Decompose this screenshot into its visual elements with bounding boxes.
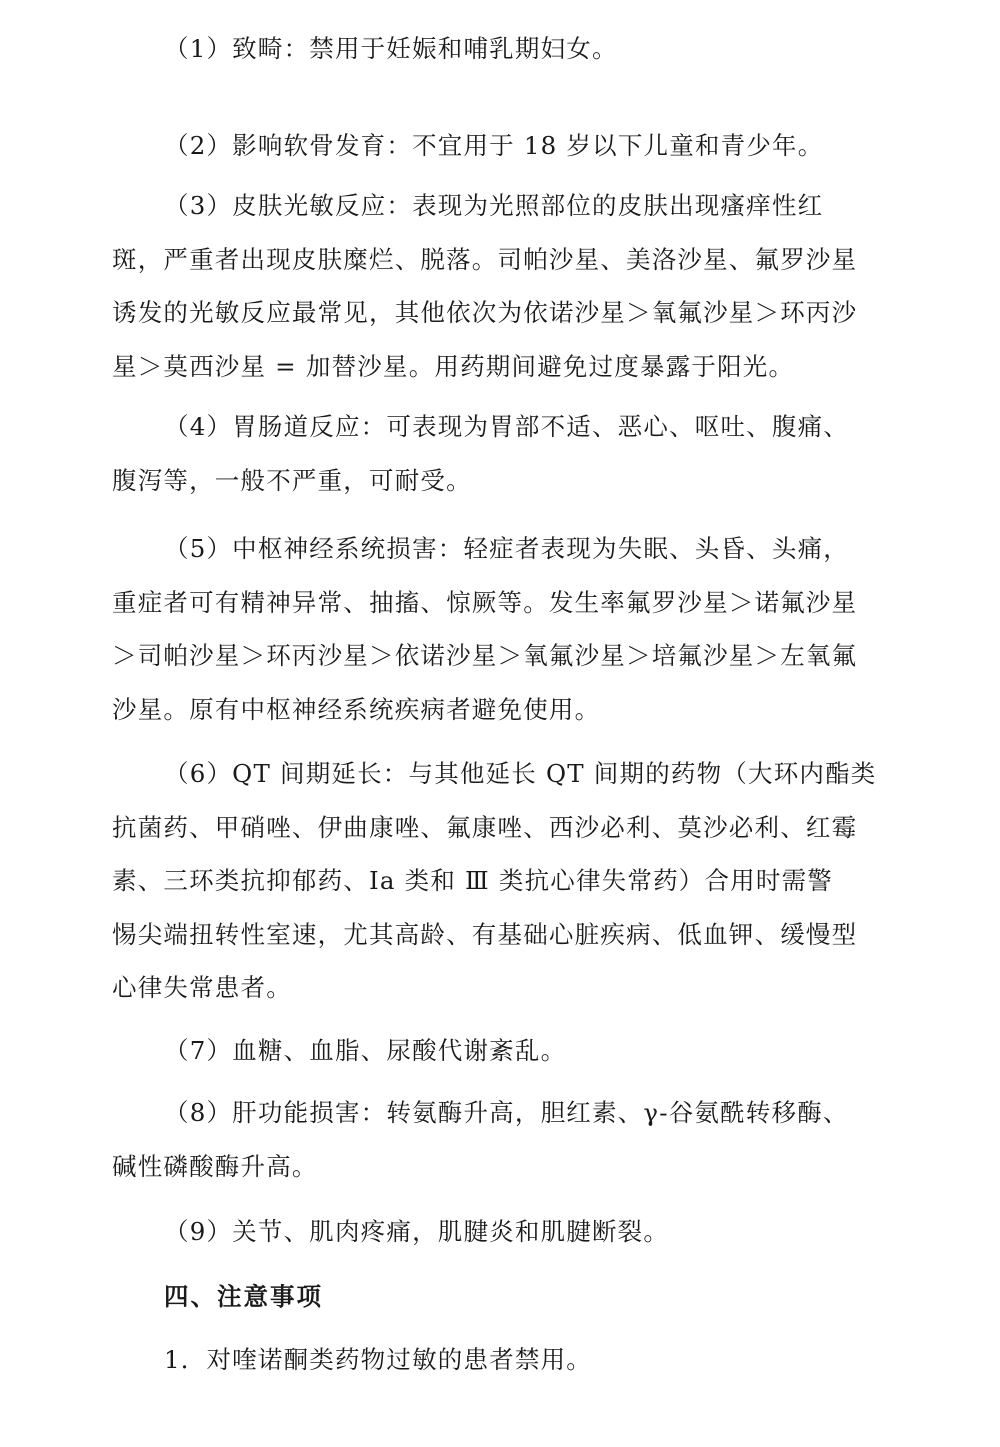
line: （6）QT 间期延长：与其他延长 QT 间期的药物（大环内酯类 bbox=[164, 759, 877, 788]
line: 斑，严重者出现皮肤糜烂、脱落。司帕沙星、美洛沙星、氟罗沙星 bbox=[112, 244, 858, 274]
line: 诱发的光敏反应最常见，其他依次为依诺沙星＞氧氟沙星＞环丙沙 bbox=[112, 298, 858, 327]
line: （8）肝功能损害：转氨酶升高，胆红素、γ-谷氨酰转移酶、 bbox=[164, 1098, 849, 1127]
line: ＞司帕沙星＞环丙沙星＞依诺沙星＞氧氟沙星＞培氟沙星＞左氧氟 bbox=[112, 641, 858, 670]
section-heading: 四、注意事项 bbox=[164, 1282, 323, 1311]
line: 素、三环类抗抑郁药、Ⅰa 类和 Ⅲ 类抗心律失常药）合用时需警 bbox=[112, 866, 833, 895]
line: （3）皮肤光敏反应：表现为光照部位的皮肤出现瘙痒性红 bbox=[164, 191, 824, 220]
paragraph-item-6 bbox=[112, 747, 892, 1015]
paragraph-item-3 bbox=[112, 179, 892, 393]
paragraph-item-7 bbox=[112, 1024, 892, 1078]
line: 碱性磷酸酶升高。 bbox=[112, 1151, 318, 1181]
paragraph-item-5 bbox=[112, 522, 892, 736]
paragraph-item-8 bbox=[112, 1086, 892, 1193]
line: 沙星。原有中枢神经系统疾病者避免使用。 bbox=[112, 694, 601, 724]
line: 抗菌药、甲硝唑、伊曲康唑、氟康唑、西沙必利、莫沙必利、红霉 bbox=[112, 812, 858, 842]
line: （4）胃肠道反应：可表现为胃部不适、恶心、呕吐、腹痛、 bbox=[164, 412, 849, 441]
paragraph-item-2 bbox=[112, 119, 892, 173]
paragraph-item-9 bbox=[112, 1205, 892, 1259]
line: （9）关节、肌肉疼痛，肌腱炎和肌腱断裂。 bbox=[164, 1217, 670, 1246]
paragraph-item-1 bbox=[112, 22, 892, 76]
line: 心律失常患者。 bbox=[112, 973, 292, 1002]
line: （5）中枢神经系统损害：轻症者表现为失眠、头昏、头痛， bbox=[164, 534, 849, 563]
paragraph-item-4 bbox=[112, 400, 892, 507]
note-item-1 bbox=[112, 1333, 892, 1387]
line: （7）血糖、血脂、尿酸代谢紊乱。 bbox=[164, 1036, 567, 1065]
line: （1）致畸：禁用于妊娠和哺乳期妇女。 bbox=[164, 34, 618, 63]
line: 惕尖端扭转性室速，尤其高龄、有基础心脏疾病、低血钾、缓慢型 bbox=[112, 919, 858, 949]
line: 重症者可有精神异常、抽搐、惊厥等。发生率氟罗沙星＞诺氟沙星 bbox=[112, 587, 858, 617]
line: （2）影响软骨发育：不宜用于 18 岁以下儿童和青少年。 bbox=[164, 131, 824, 160]
line: 星＞莫西沙星 = 加替沙星。用药期间避免过度暴露于阳光。 bbox=[112, 351, 795, 381]
line: 1．对喹诺酮类药物过敏的患者禁用。 bbox=[164, 1345, 592, 1374]
line: 腹泻等，一般不严重，可耐受。 bbox=[112, 465, 472, 495]
